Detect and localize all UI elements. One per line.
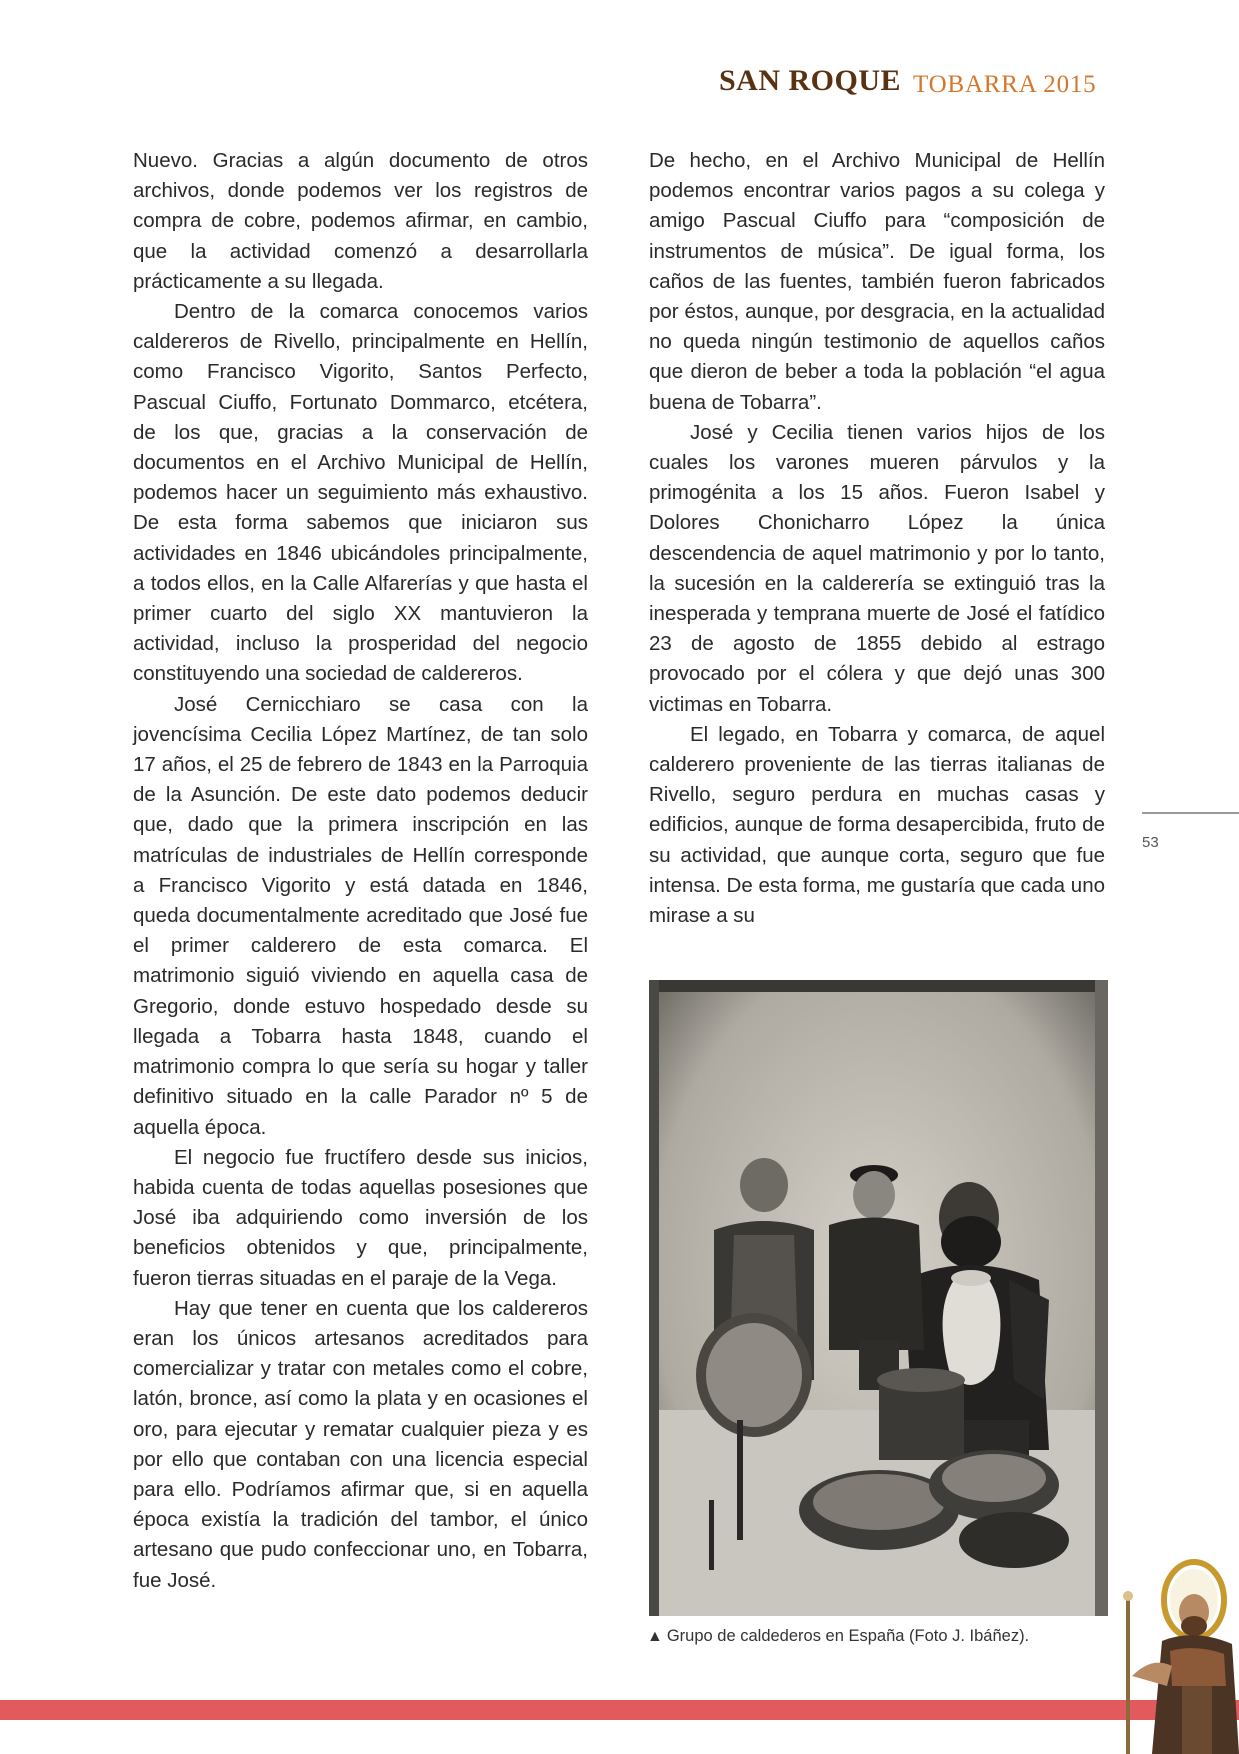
- paragraph: José Cernicchiaro se casa con la jovencísima Cecilia López Martínez, de tan solo 17 años, el 25 de febrero de 1843 en la Parroquia de la Asunción. De este dato podemos deducir que, dado que la primera inscripción en las matrículas de industriales de Hellín corresponde a Francisco Vigorito y está datada en 1846, queda documentalmente acreditado que José fue el primer calderero de esta comarca. El matrimonio siguió viviendo en aquella casa de Gregorio, donde estuvo hospedado desde su llegada a Tobarra hasta 1848, cuando el matrimonio compra lo que sería su hogar y taller definitivo situado en la calle Parador nº 5 de aquella época.: [133, 692, 588, 1139]
- paragraph: Hay que tener en cuenta que los caldereros eran los únicos artesanos acreditados para comercializar y tratar con metales como el cobre, latón, bronce, así como la plata y en ocasiones el oro, para ejecutar y rematar cualquier pieza y es por ello que contaban con una licencia especial para ello. Podríamos afirmar que, si en aquella época existía la tradición del tambor, el único artesano que pudo confeccionar uno, en Tobarra, fue José.: [133, 1296, 588, 1592]
- caption-text: Grupo de caldederos en España (Foto J. Ibáñez).: [666, 1627, 1030, 1645]
- left-column: [133, 146, 588, 1596]
- footer-bar: [0, 1700, 1239, 1720]
- paragraph: El negocio fue fructífero desde sus inicios, habida cuenta de todas aquellas posesiones que José iba adquiriendo como inversión de los beneficios obtenidos y que, principalmente, fueron tierras situadas en el paraje de la Vega.: [133, 1145, 588, 1290]
- historic-photo-coppersmiths: [649, 980, 1108, 1616]
- paragraph: De hecho, en el Archivo Municipal de Hellín podemos encontrar varios pagos a su colega y amigo Pascual Ciuffo para “composición de instrumentos de música”. De igual forma, los caños de las fuentes, también fueron fabricados por éstos, aunque, por desgracia, en la actualidad no queda ningún testimonio de aquellos caños que dieron de beber a toda la población “el agua buena de Tobarra”.: [649, 149, 1105, 414]
- magazine-title: SAN ROQUE: [719, 64, 902, 97]
- page-header: [700, 64, 1100, 104]
- divider: [1142, 812, 1239, 814]
- paragraph: José y Cecilia tienen varios hijos de los cuales los varones mueren párvulos y la primogénita a los 15 años. Fueron Isabel y Dolores Chonicharro López la única descendencia de aquel matrimonio y por lo tanto, la sucesión en la calderería se extinguió tras la inesperada y temprana muerte de José el fatídico 23 de agosto de 1855 debido al estrago provocado por el cólera y que dejó unas 300 victimas en Tobarra.: [649, 420, 1105, 716]
- paragraph: El legado, en Tobarra y comarca, de aquel calderero proveniente de las tierras italianas de Rivello, seguro perdura en muchas casas y edificios, aunque de forma desapercibida, fruto de su actividad, que aunque corta, seguro que fue intensa. De esta forma, me gustaría que cada uno mirase a su: [649, 722, 1105, 928]
- saint-statue-image: [1112, 1556, 1239, 1754]
- paragraph: Dentro de la comarca conocemos varios caldereros de Rivello, principalmente en Hellín, como Francisco Vigorito, Santos Perfecto, Pascual Ciuffo, Fortunato Dommarco, etcétera, de los que, gracias a la conservación de documentos en el Archivo Municipal de Hellín, podemos hacer un seguimiento más exhaustivo. De esta forma sabemos que iniciaron sus actividades en 1846 ubicándoles principalmente, a todos ellos, en la Calle Alfarerías y que hasta el primer cuarto del siglo XX mantuvieron la actividad, incluso la prosperidad del negocio constituyendo una sociedad de caldereros.: [133, 300, 588, 686]
- magazine-subtitle: TOBARRA 2015: [913, 71, 1097, 98]
- photo-caption: [647, 1627, 1029, 1646]
- right-column: [649, 146, 1105, 931]
- paragraph: Nuevo. Gracias a algún documento de otros archivos, donde podemos ver los registros de compra de cobre, podemos afirmar, en cambio, que la actividad comenzó a desarrollarla prácticamente a su llegada.: [133, 149, 588, 293]
- page-number: 53: [1142, 834, 1159, 851]
- triangle-up-icon: ▲: [647, 1628, 663, 1645]
